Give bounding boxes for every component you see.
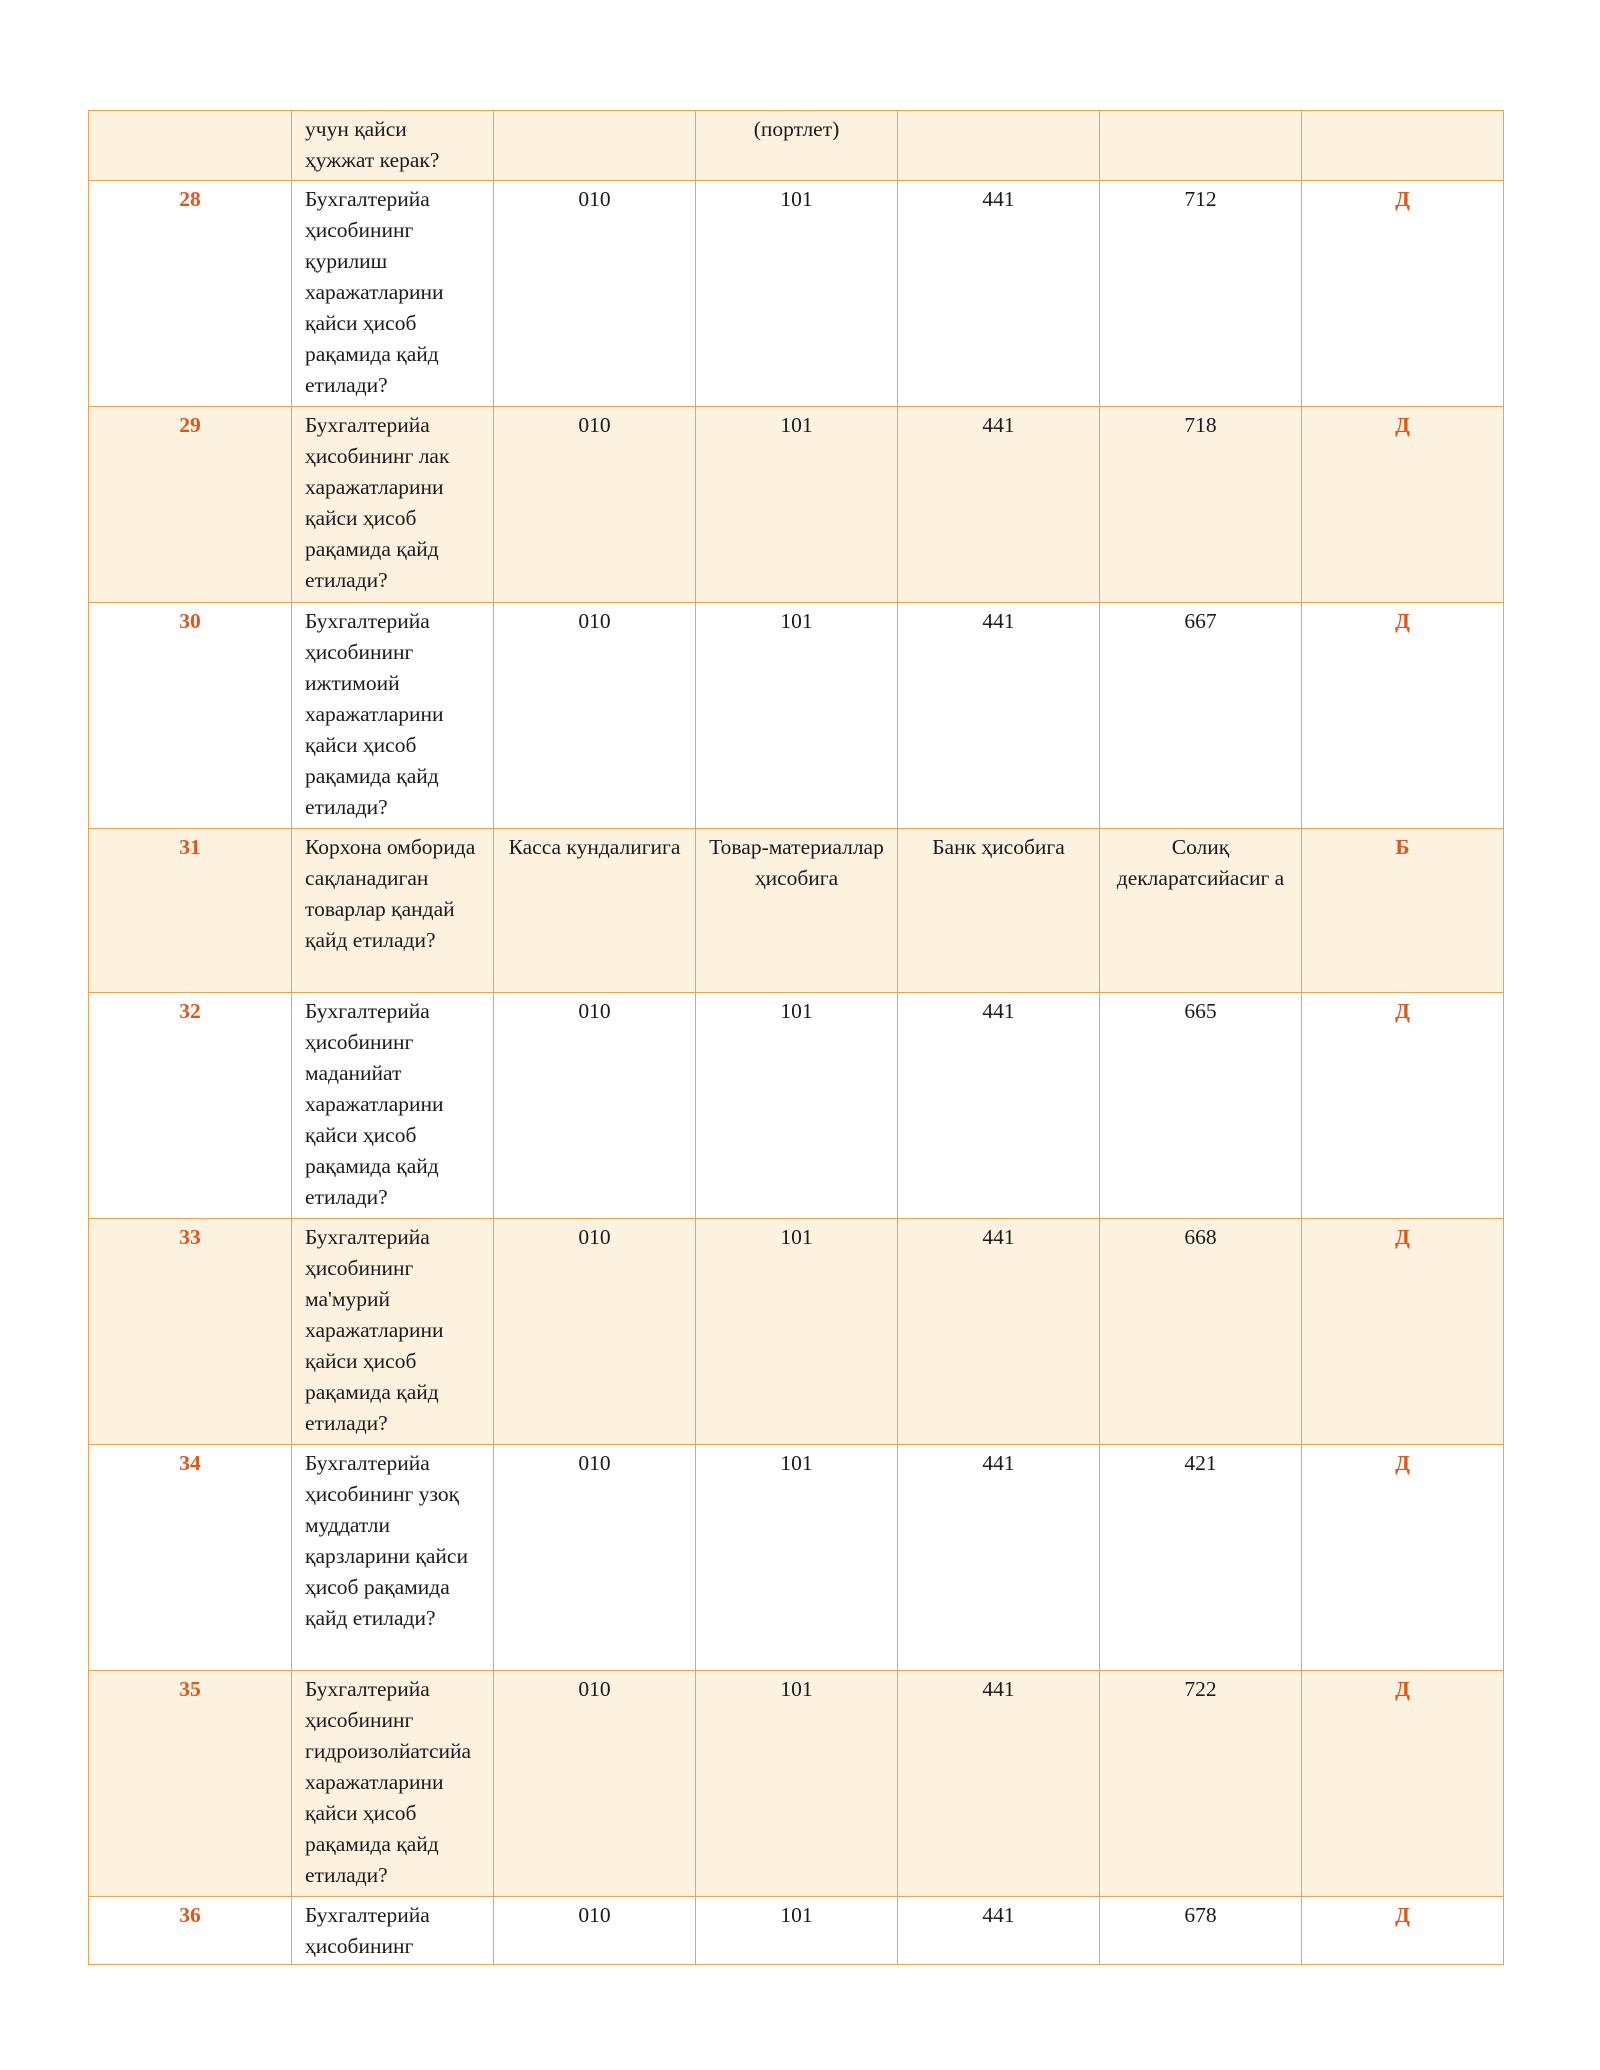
- option-d: 718: [1100, 407, 1302, 603]
- question-text: Бухгалтерийа ҳисобининг гидроизолйатсийа харажатларини қайси ҳисоб рақамида қайд етилади?: [292, 1671, 494, 1897]
- option-b: 101: [696, 993, 898, 1219]
- option-a: 010: [494, 1445, 696, 1671]
- table-row: [89, 1445, 1504, 1671]
- option-d: 665: [1100, 993, 1302, 1219]
- option-b: 101: [696, 181, 898, 407]
- option-b: Товар-материаллар ҳисобига: [696, 829, 898, 993]
- question-number: [89, 111, 292, 181]
- question-text: Бухгалтерийа ҳисобининг узоқ муддатли қарзларини қайси ҳисоб рақамида қайд етилади?: [292, 1445, 494, 1671]
- option-b: (портлет): [696, 111, 898, 181]
- question-number: 31: [89, 829, 292, 993]
- option-b: 101: [696, 1445, 898, 1671]
- option-d: 722: [1100, 1671, 1302, 1897]
- option-b: 101: [696, 1671, 898, 1897]
- option-d: [1100, 111, 1302, 181]
- table-row: [89, 1219, 1504, 1445]
- option-a: 010: [494, 1897, 696, 1965]
- option-a: 010: [494, 1671, 696, 1897]
- correct-answer: Д: [1302, 1671, 1504, 1897]
- table-row: [89, 1671, 1504, 1897]
- question-text: Бухгалтерийа ҳисобининг қурилиш харажатларини қайси ҳисоб рақамида қайд етилади?: [292, 181, 494, 407]
- question-number: 35: [89, 1671, 292, 1897]
- question-text: Бухгалтерийа ҳисобининг: [292, 1897, 494, 1965]
- question-text: учун қайси ҳужжат керак?: [292, 111, 494, 181]
- option-d: Солиқ декларатсийасиг а: [1100, 829, 1302, 993]
- question-number: 34: [89, 1445, 292, 1671]
- question-text: Бухгалтерийа ҳисобининг ма'мурий харажатларини қайси ҳисоб рақамида қайд етилади?: [292, 1219, 494, 1445]
- table-row: [89, 993, 1504, 1219]
- option-a: 010: [494, 181, 696, 407]
- option-a: 010: [494, 1219, 696, 1445]
- option-a: 010: [494, 993, 696, 1219]
- option-b: 101: [696, 603, 898, 829]
- table-row: [89, 181, 1504, 407]
- option-d: 421: [1100, 1445, 1302, 1671]
- correct-answer: Б: [1302, 829, 1504, 993]
- correct-answer: Д: [1302, 603, 1504, 829]
- option-c: [898, 111, 1100, 181]
- correct-answer: [1302, 111, 1504, 181]
- option-c: Банк ҳисобига: [898, 829, 1100, 993]
- question-text: Корхона омборида сақланадиган товарлар қандай қайд етилади?: [292, 829, 494, 993]
- table-row: [89, 407, 1504, 603]
- option-c: 441: [898, 1671, 1100, 1897]
- option-c: 441: [898, 181, 1100, 407]
- option-a: [494, 111, 696, 181]
- table-row: [89, 829, 1504, 993]
- table-row: [89, 603, 1504, 829]
- correct-answer: Д: [1302, 1897, 1504, 1965]
- quiz-table-body: [89, 111, 1504, 1965]
- question-number: 29: [89, 407, 292, 603]
- option-a: 010: [494, 603, 696, 829]
- table-row: [89, 111, 1504, 181]
- option-d: 678: [1100, 1897, 1302, 1965]
- option-a: Касса кундалигига: [494, 829, 696, 993]
- correct-answer: Д: [1302, 407, 1504, 603]
- option-c: 441: [898, 603, 1100, 829]
- option-b: 101: [696, 407, 898, 603]
- correct-answer: Д: [1302, 181, 1504, 407]
- option-d: 668: [1100, 1219, 1302, 1445]
- table-row: [89, 1897, 1504, 1965]
- option-c: 441: [898, 1897, 1100, 1965]
- option-b: 101: [696, 1219, 898, 1445]
- correct-answer: Д: [1302, 993, 1504, 1219]
- question-number: 28: [89, 181, 292, 407]
- option-c: 441: [898, 407, 1100, 603]
- question-text: Бухгалтерийа ҳисобининг маданийат харажатларини қайси ҳисоб рақамида қайд етилади?: [292, 993, 494, 1219]
- question-text: Бухгалтерийа ҳисобининг ижтимоий харажатларини қайси ҳисоб рақамида қайд етилади?: [292, 603, 494, 829]
- option-d: 712: [1100, 181, 1302, 407]
- option-a: 010: [494, 407, 696, 603]
- option-c: 441: [898, 993, 1100, 1219]
- correct-answer: Д: [1302, 1219, 1504, 1445]
- question-number: 36: [89, 1897, 292, 1965]
- option-c: 441: [898, 1219, 1100, 1445]
- question-number: 33: [89, 1219, 292, 1445]
- option-b: 101: [696, 1897, 898, 1965]
- question-text: Бухгалтерийа ҳисобининг лак харажатларини қайси ҳисоб рақамида қайд етилади?: [292, 407, 494, 603]
- question-number: 30: [89, 603, 292, 829]
- correct-answer: Д: [1302, 1445, 1504, 1671]
- quiz-table: [88, 110, 1504, 1965]
- question-number: 32: [89, 993, 292, 1219]
- option-d: 667: [1100, 603, 1302, 829]
- option-c: 441: [898, 1445, 1100, 1671]
